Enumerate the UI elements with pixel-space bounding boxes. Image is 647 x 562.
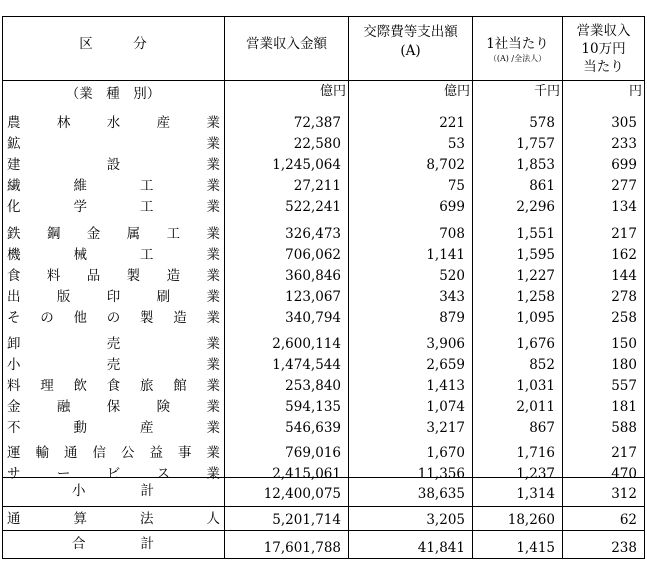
industry-revenue: 340,794 <box>285 310 341 326</box>
industry-entertainment: 1,413 <box>426 378 465 394</box>
industry-revenue: 360,846 <box>285 268 341 284</box>
header-entertainment-a: (A) <box>400 43 421 59</box>
industry-entertainment: 699 <box>439 199 465 215</box>
industry-entertainment: 8,702 <box>426 157 465 173</box>
industry-name: 機 械 工 業 <box>7 247 220 263</box>
industry-per-company: 578 <box>529 115 555 131</box>
subtotal-revenue: 12,400,075 <box>263 486 341 502</box>
unit-revenue: 億円 <box>319 84 346 99</box>
industry-entertainment: 3,906 <box>426 336 465 352</box>
industry-entertainment: 343 <box>439 289 465 305</box>
label-by-industry: （業 種 別） <box>65 86 161 102</box>
industry-name: サ ー ビ ス 業 <box>7 466 220 482</box>
unit-per-company: 千円 <box>533 84 560 99</box>
industry-per-revenue: 217 <box>611 445 637 461</box>
header-per-revenue-2: 10万円 <box>581 41 626 57</box>
industry-per-revenue: 470 <box>611 466 637 482</box>
industry-per-company: 1,227 <box>516 268 555 284</box>
consolidated-revenue: 5,201,714 <box>272 512 341 528</box>
industry-name: 卸 売 業 <box>7 336 220 352</box>
industry-per-revenue: 217 <box>611 226 637 242</box>
industry-name: 鉄 鋼 金 属 工 業 <box>7 226 220 242</box>
entertainment-expense-table <box>2 16 645 559</box>
industry-per-company: 852 <box>529 357 555 373</box>
industry-per-revenue: 181 <box>611 399 637 415</box>
consolidated-label: 通 算 法 人 <box>7 511 220 527</box>
industry-name: 出 版 印 刷 業 <box>7 289 220 305</box>
industry-per-revenue: 277 <box>611 178 637 194</box>
industry-revenue: 769,016 <box>285 445 341 461</box>
industry-per-revenue: 557 <box>611 378 637 394</box>
industry-name: そ の 他 の 製 造 業 <box>7 310 220 326</box>
header-per-company: 1社当たり <box>486 36 549 52</box>
consolidated-per-company: 18,260 <box>507 512 555 528</box>
industry-name: 建 設 業 <box>7 157 220 173</box>
industry-revenue: 2,415,061 <box>272 466 341 482</box>
industry-entertainment: 75 <box>447 178 465 194</box>
industry-entertainment: 3,217 <box>426 420 465 436</box>
industry-revenue: 706,062 <box>285 247 341 263</box>
industry-entertainment: 221 <box>439 115 465 131</box>
industry-per-revenue: 150 <box>611 336 637 352</box>
subtotal-per-revenue: 312 <box>611 486 637 502</box>
table-border-right <box>644 16 645 559</box>
industry-per-company: 1,551 <box>516 226 555 242</box>
industry-per-company: 2,011 <box>516 399 555 415</box>
consolidated-top-rule <box>2 506 645 507</box>
unit-per-revenue: 円 <box>628 84 642 99</box>
industry-per-company: 1,237 <box>516 466 555 482</box>
industry-per-revenue: 134 <box>611 199 637 215</box>
header-classification: 区 分 <box>79 36 147 52</box>
total-per-revenue: 238 <box>611 540 637 556</box>
industry-entertainment: 11,356 <box>417 466 465 482</box>
subtotal-per-company: 1,314 <box>516 486 555 502</box>
subtotal-label: 小 計 <box>72 483 154 499</box>
industry-entertainment: 53 <box>447 136 465 152</box>
industry-per-company: 1,676 <box>516 336 555 352</box>
industry-revenue: 2,600,114 <box>272 336 341 352</box>
industry-per-revenue: 699 <box>611 157 637 173</box>
header-per-revenue: 営業収入 <box>576 23 631 39</box>
header-revenue: 営業収入金額 <box>246 36 327 52</box>
consolidated-entertainment: 3,205 <box>426 512 465 528</box>
industry-entertainment: 1,670 <box>426 445 465 461</box>
industry-per-revenue: 278 <box>611 289 637 305</box>
industry-revenue: 253,840 <box>285 378 341 394</box>
industry-per-revenue: 144 <box>611 268 637 284</box>
industry-entertainment: 1,074 <box>426 399 465 415</box>
consolidated-per-revenue: 62 <box>619 512 637 528</box>
header-per-revenue-3: 当たり <box>583 59 624 75</box>
industry-name: 小 売 業 <box>7 357 220 373</box>
total-revenue: 17,601,788 <box>263 540 341 556</box>
table-border-bottom <box>2 558 645 559</box>
total-top-rule <box>2 530 645 531</box>
industry-per-revenue: 258 <box>611 310 637 326</box>
industry-entertainment: 879 <box>439 310 465 326</box>
industry-revenue: 522,241 <box>285 199 341 215</box>
header-bottom-rule <box>2 80 645 81</box>
industry-revenue: 594,135 <box>285 399 341 415</box>
industry-per-revenue: 233 <box>611 136 637 152</box>
industry-revenue: 27,211 <box>293 178 341 194</box>
total-entertainment: 41,841 <box>417 540 465 556</box>
industry-name: 金 融 保 険 業 <box>7 399 220 415</box>
industry-name: 化 学 工 業 <box>7 199 220 215</box>
industry-per-revenue: 588 <box>611 420 637 436</box>
total-per-company: 1,415 <box>516 540 555 556</box>
industry-name: 運 輸 通 信 公 益 事 業 <box>7 445 220 461</box>
industry-revenue: 22,580 <box>293 136 341 152</box>
industry-revenue: 72,387 <box>293 115 341 131</box>
industry-name: 食 料 品 製 造 業 <box>7 268 220 284</box>
industry-revenue: 1,474,544 <box>272 357 341 373</box>
industry-entertainment: 708 <box>439 226 465 242</box>
industry-per-company: 867 <box>529 420 555 436</box>
industry-per-company: 1,095 <box>516 310 555 326</box>
industry-per-revenue: 180 <box>611 357 637 373</box>
industry-per-company: 1,595 <box>516 247 555 263</box>
industry-per-company: 1,031 <box>516 378 555 394</box>
header-entertainment: 交際費等支出額 <box>363 24 458 40</box>
industry-name: 鉱 業 <box>7 136 220 152</box>
industry-per-company: 2,296 <box>516 199 555 215</box>
header-per-company-note: （(A) /全法人） <box>488 54 547 63</box>
industry-entertainment: 2,659 <box>426 357 465 373</box>
industry-per-revenue: 162 <box>611 247 637 263</box>
industry-per-company: 1,258 <box>516 289 555 305</box>
industry-revenue: 1,245,064 <box>272 157 341 173</box>
industry-entertainment: 1,141 <box>426 247 465 263</box>
industry-name: 繊 維 工 業 <box>7 178 220 194</box>
unit-entertainment: 億円 <box>443 84 470 99</box>
industry-revenue: 546,639 <box>285 420 341 436</box>
industry-per-revenue: 305 <box>611 115 637 131</box>
industry-per-company: 1,853 <box>516 157 555 173</box>
industry-entertainment: 520 <box>439 268 465 284</box>
industry-name: 農 林 水 産 業 <box>7 115 220 131</box>
industry-per-company: 1,716 <box>516 445 555 461</box>
industry-per-company: 861 <box>529 178 555 194</box>
industry-per-company: 1,757 <box>516 136 555 152</box>
industry-name: 不 動 産 業 <box>7 420 220 436</box>
table-border-top <box>2 16 645 17</box>
industry-revenue: 326,473 <box>285 226 341 242</box>
industry-revenue: 123,067 <box>285 289 341 305</box>
subtotal-entertainment: 38,635 <box>417 486 465 502</box>
industry-name: 料 理 飲 食 旅 館 業 <box>7 378 220 394</box>
total-label: 合 計 <box>72 536 154 552</box>
